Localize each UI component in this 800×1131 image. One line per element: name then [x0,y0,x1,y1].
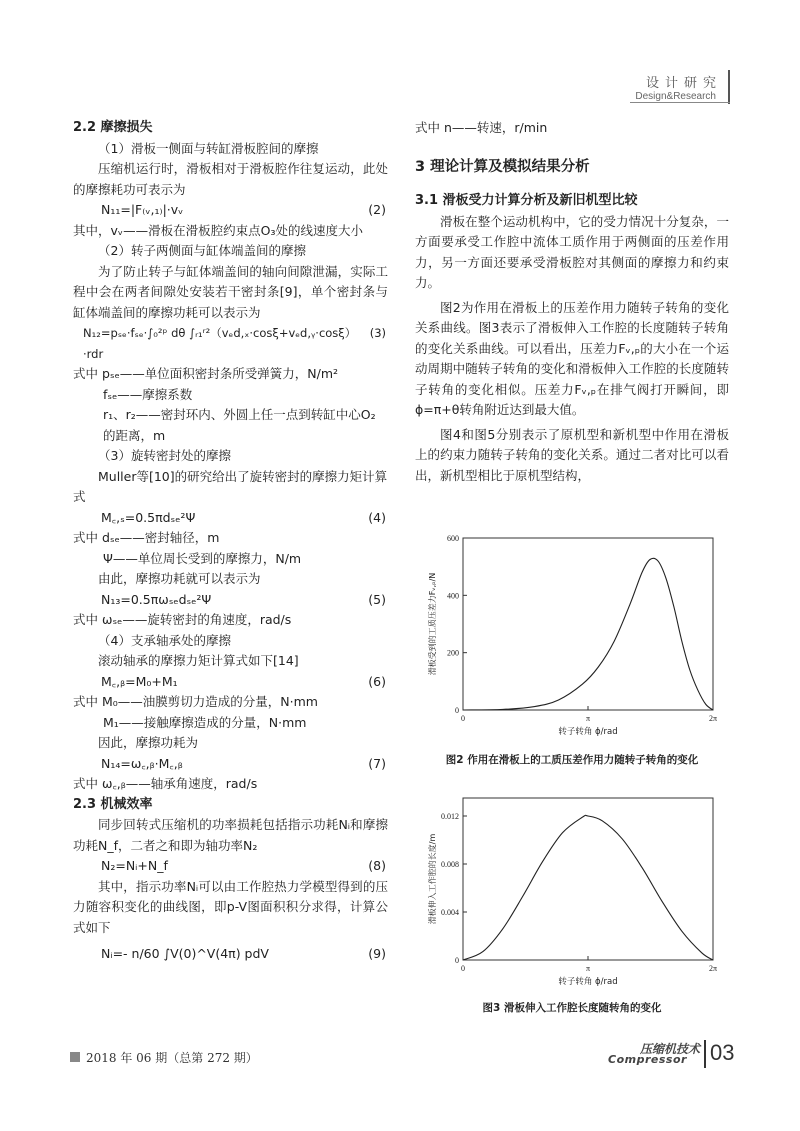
paragraph: 由此，摩擦功耗就可以表示为 [98,571,261,586]
header-divider [728,70,730,104]
right-column [415,118,729,486]
y-tick-label: 0 [455,956,459,965]
y-tick-label: 0.012 [441,812,459,821]
x-tick-label: 2π [708,714,718,723]
figure-3-chart [415,790,729,990]
paragraph: 滑板在整个运动机构中，它的受力情况十分复杂，一方面要承受工作腔中流体工质作用于两侧面的压差作用力，另一方面还要承受滑板腔对其侧面的摩擦力和约束力。 [415,213,729,290]
equation-2: N₁₁=|F₍ᵥ,₁₎|·vᵥ (2) [101,202,386,217]
paragraph: 因此，摩擦功耗为 [98,735,199,750]
equation-3: N₁₂=pₛₑ·fₛₑ·∫₀²ᵖ dθ ∫ᵣ₁ʳ²（vₑd,ₓ·cosξ+vₑd,ᵧ·cosξ）·rdr (3) [83,326,386,361]
paragraph: 滚动轴承的摩擦力矩计算式如下[14] [98,653,299,668]
series-line [463,558,713,710]
y-axis-label: 滑板受到的工质压差力Fᵥ,ₚ/N [428,572,437,676]
paragraph: Muller等[10]的研究给出了旋转密封的摩擦力矩计算式 [73,468,388,504]
definition: M₁——接触摩擦造成的分量，N·mm [103,714,307,730]
x-tick-label: π [585,714,591,723]
plot-frame [463,798,713,960]
section-heading-2-2: 2.2 摩擦损失 [73,120,153,135]
y-tick-label: 200 [447,648,459,658]
x-axis-label: 转子转角 ϕ/rad [558,727,618,737]
definition: 式中 ω꜀,ᵦ——轴承角速度，rad/s [73,776,258,791]
footer-marker [70,1052,80,1062]
page-number: 03 [710,1040,735,1065]
y-tick-label: 0 [455,706,459,715]
paragraph: 图2为作用在滑板上的压差作用力随转子转角的变化关系曲线。图3表示了滑板伸入工作腔的长度随转子转角的变化关系曲线。可以看出，压差力Fᵥ,ₚ的大小在一个运动周期中随转子转角的变化和滑板伸入工作腔的长度随转子转角的变化相似。压差力Fᵥ,ₚ在排气阀打开瞬间，即ϕ=π+θ转角附近达到最大值。 [415,299,729,417]
equation-4: M꜀,ₛ=0.5πdₛₑ²Ψ (4) [101,509,386,525]
equation-9: Nᵢ=- n/60 ∫V(0)^V(4π) pdV (9) [101,946,386,961]
left-column [73,118,388,965]
paragraph: （2）转子两侧面与缸体端盖间的摩擦 [98,243,306,258]
figure-2-caption: 图2 作用在滑板上的工质压差作用力随转子转角的变化 [445,754,699,766]
definition: 式中 ωₛₑ——旋转密封的角速度，rad/s [73,612,292,627]
y-tick-label: 400 [447,591,459,601]
figure-3-caption: 图3 滑板伸入工作腔长度随转角的变化 [482,1002,662,1014]
series-line [463,815,713,960]
section-heading-2-3: 2.3 机械效率 [73,796,153,812]
paragraph: 图4和图5分别表示了原机型和新机型中作用在滑板上的约束力随转子转角的变化关系。通过二者对比可以看出，新机型相比于原机型结构， [415,426,729,483]
header-title-en: Design&Research [635,91,716,102]
section-heading-3: 3 理论计算及模拟结果分析 [415,158,590,175]
journal-logo [608,1040,700,1066]
section-heading-3-1: 3.1 滑板受力计算分析及新旧机型比较 [415,193,638,208]
x-tick-label: 0 [461,964,465,973]
plot-frame [463,538,713,710]
y-axis-label: 滑板伸入工作腔的长度/m [428,833,437,925]
y-tick-label: 0.008 [441,860,459,869]
figure-3 [415,790,729,1015]
header-rule [630,102,730,103]
y-tick-label: 600 [447,534,459,543]
x-tick-label: 0 [461,714,465,723]
definition: Ψ——单位周长受到的摩擦力，N/m [103,550,302,566]
equation-8: N₂=Nᵢ+N_f (8) [101,858,386,873]
journal-logo-cn: 压缩机技术 [639,1042,700,1056]
paragraph: （3）旋转密封处的摩擦 [98,448,231,463]
paragraph: （1）滑板一侧面与转缸滑板腔间的摩擦 [98,140,319,156]
x-tick-label: π [585,964,591,973]
definition: 式中 dₛₑ——密封轴径，m [73,530,220,545]
equation-5: N₁₃=0.5πωₛₑdₛₑ²Ψ (5) [101,591,386,607]
footer-divider [704,1040,706,1068]
paragraph: 其中，指示功率Nᵢ可以由工作腔热力学模型得到的压力随容积变化的曲线图，即p-V图面积积分求得，计算公式如下 [73,878,388,935]
paragraph: 同步回转式压缩机的功率损耗包括指示功耗Nᵢ和摩擦功耗N_f，二者之和即为轴功率N₂ [73,817,388,853]
definition: 式中 n——转速，r/min [415,120,548,135]
figure-2 [415,530,729,767]
journal-logo-en: Compressor [608,1053,687,1066]
paragraph: （4）支承轴承处的摩擦 [98,632,231,648]
definition: 式中 pₛₑ——单位面积密封条所受弹簧力，N/m² [73,366,339,381]
definition: fₛₑ——摩擦系数 [103,386,193,402]
definition: r₁、r₂——密封环内、外圆上任一点到转缸中心O₂的距离，m [103,407,376,443]
header-title-cn: 设计研究 [645,76,722,91]
figure-2-chart [415,530,729,740]
paragraph: 压缩机运行时，滑板相对于滑板腔作往复运动，此处的摩擦耗功可表示为 [73,161,388,197]
equation-6: M꜀,ᵦ=M₀+M₁ (6) [101,673,386,689]
x-axis-label: 转子转角 ϕ/rad [558,977,618,987]
paragraph: 为了防止转子与缸体端盖间的轴向间隙泄漏，实际工程中会在两者间隙处安装若干密封条[9]，单个密封条与缸体端盖间的摩擦功耗可以表示为 [73,263,388,320]
footer-issue: 2018 年 06 期（总第 272 期） [86,1051,258,1065]
definition: 式中 M₀——油膜剪切力造成的分量，N·mm [73,694,318,709]
x-tick-label: 2π [708,964,718,973]
equation-7: N₁₄=ω꜀,ᵦ·M꜀,ᵦ (7) [101,755,386,771]
definition: 其中，vᵥ——滑板在滑板腔约束点O₃处的线速度大小 [73,222,363,238]
y-tick-label: 0.004 [441,908,459,917]
